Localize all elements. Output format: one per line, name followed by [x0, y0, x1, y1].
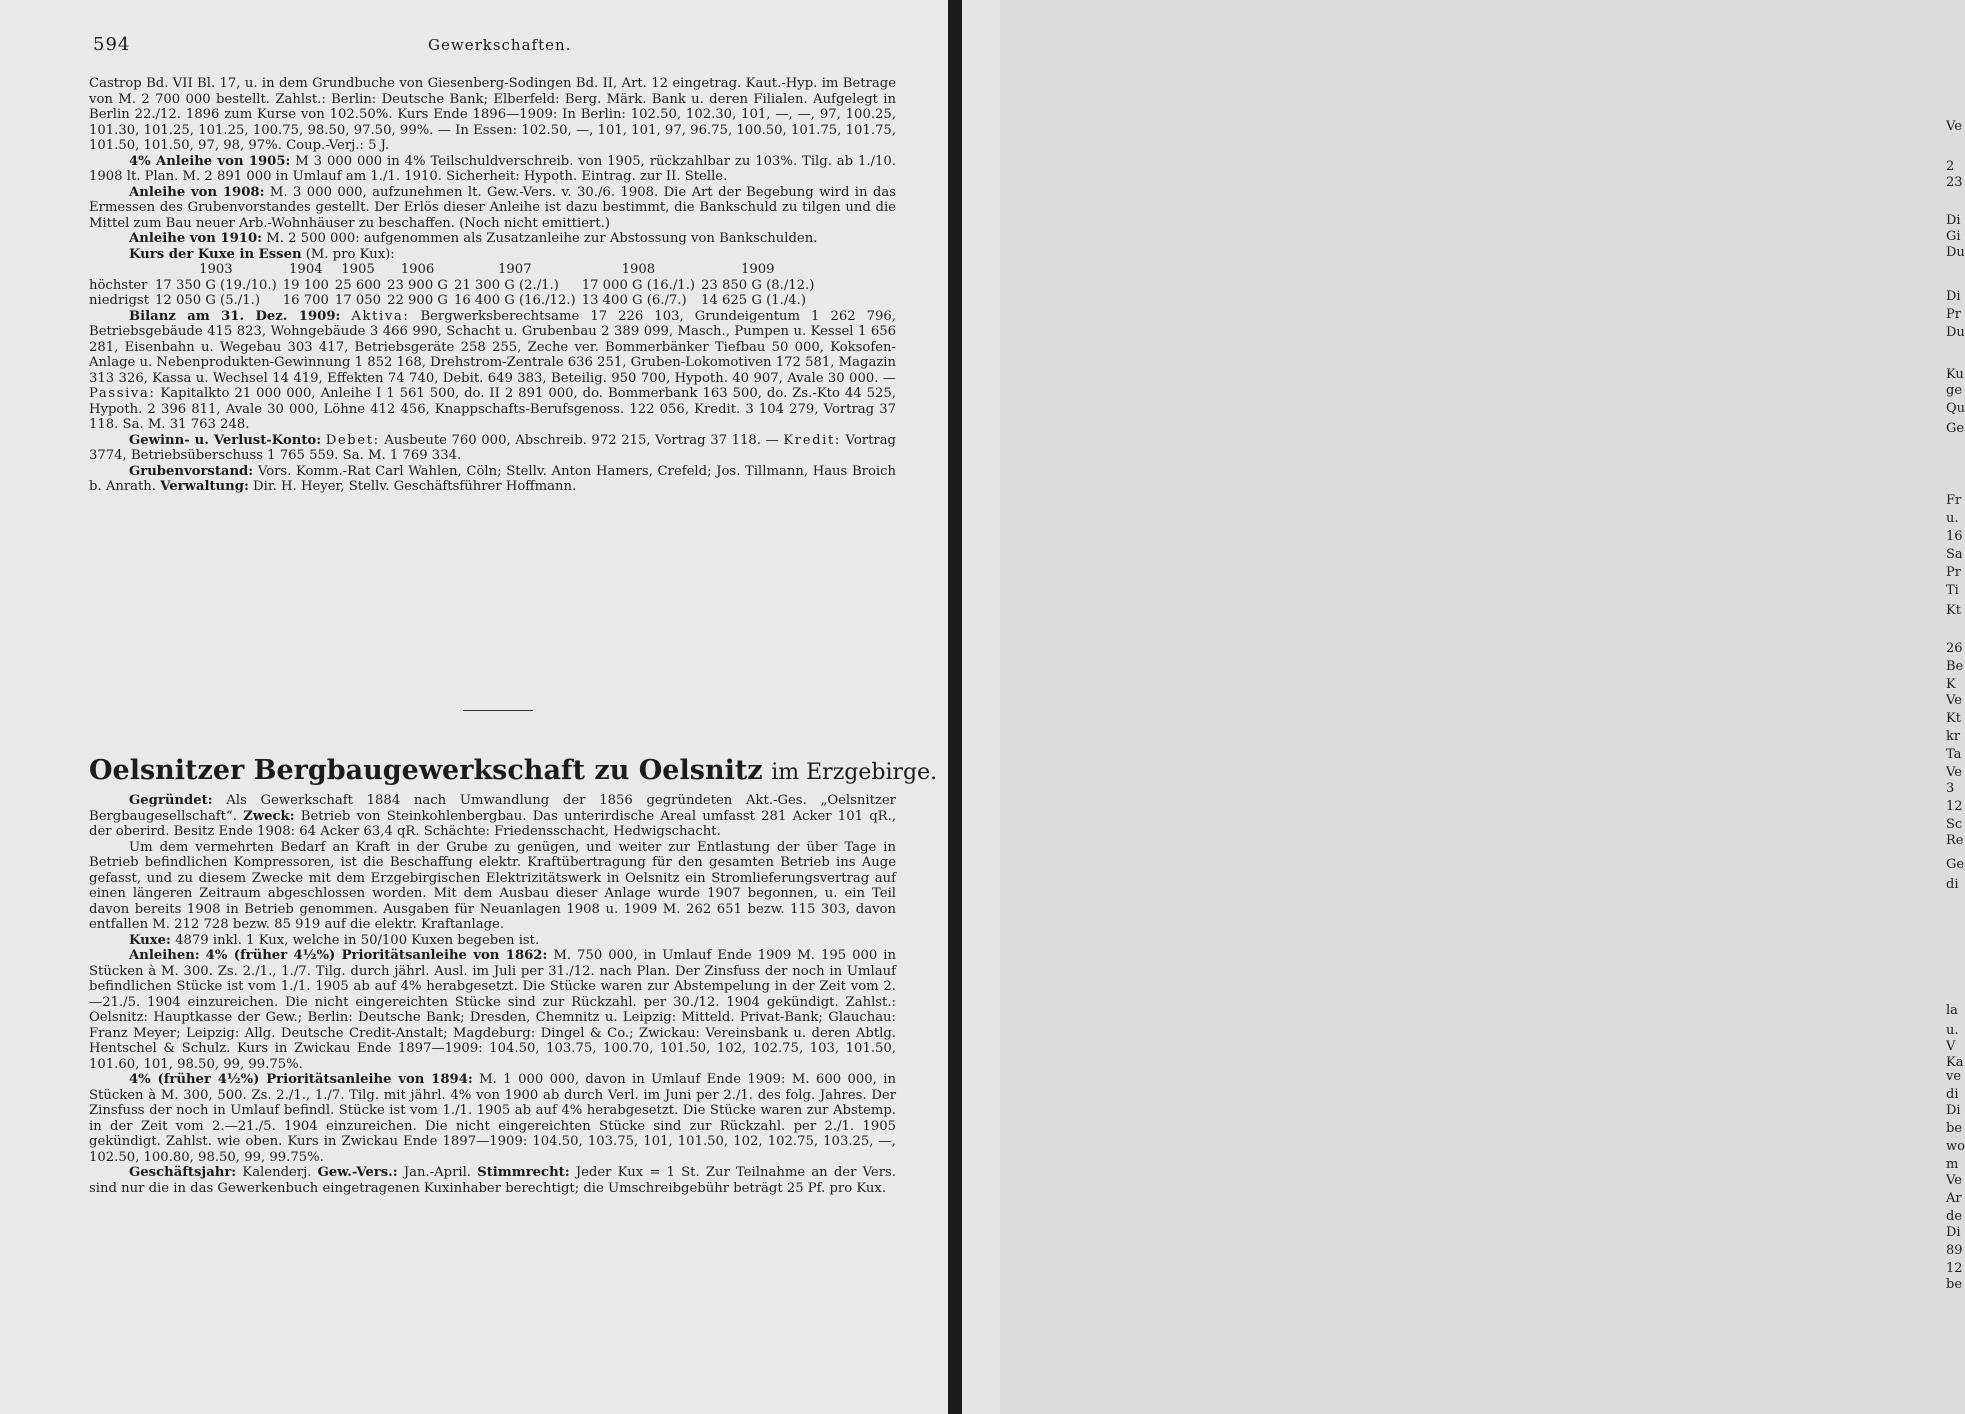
company-location: im Erzgebirge. [771, 760, 938, 785]
adjacent-page-fragment: Ku [1946, 367, 1964, 382]
adjacent-page-fragment: m [1946, 1157, 1959, 1172]
adjacent-page-fragment: Fr [1946, 493, 1962, 508]
anleihe-1908-text: M. 3 000 000, aufzunehmen lt. Gew.-Vers. v. 30./6. 1908. Die Art der Begebung wird in das Ermessen des Grubenvorstandes gestellt. Der Erlös dieser Anleihe ist dazu bestimmt, die Bankschuld zu tilgen und die Mittel zum Bau neuer Arb.-Wohnhäuser zu beschaffen. (Noch nicht emittiert.) [89, 184, 896, 231]
table-row [89, 278, 820, 294]
adjacent-page-fragment: Ar [1946, 1191, 1962, 1206]
table-row [89, 293, 820, 309]
vorstand-text: Vors. Komm.-Rat Carl Wahlen, Cöln; Stellv. Anton Hamers, Crefeld; Jos. Tillmann, Haus Broich b. Anrath. [89, 463, 897, 494]
table-cell: 23 900 G [387, 277, 448, 293]
kurs-unit: (M. pro Kux): [305, 246, 395, 262]
debet-text: Ausbeute 760 000, Abschreib. 972 215, Vortrag 37 118. — [384, 432, 779, 448]
adjacent-page-fragment: Ti [1946, 583, 1959, 598]
row-label: niedrigst [89, 293, 149, 308]
passiva-label: Passiva: [89, 386, 156, 401]
adjacent-page-fragment: Be [1946, 659, 1964, 674]
table-cell: 12 050 G (5./1.) [155, 293, 260, 308]
adjacent-page-fragment: la [1946, 1003, 1958, 1018]
bilanz-paragraph [89, 309, 896, 433]
adjacent-page-fragment: Ve [1946, 1173, 1962, 1188]
zweck-label: Zweck: [243, 808, 295, 824]
geschaeftsjahr-paragraph [89, 1165, 896, 1196]
page-header [0, 34, 948, 58]
adjacent-page-fragment: Re [1946, 833, 1964, 848]
adjacent-page-fragment: wo [1946, 1139, 1965, 1154]
anleihe-1862-paragraph [89, 948, 896, 1072]
kurs-history-paragraph: Castrop Bd. VII Bl. 17, u. in dem Grundbuche von Giesenberg-Sodingen Bd. II, Art. 12 eingetrag. Kaut.-Hyp. im Betrage von M. 2 700 000 bestellt. Zahlst.: Berlin: Deutsche Bank; Elberfeld: Berg. Märk. Bank u. deren Filialen. Aufgelegt in Berlin 22./12. 1896 zum Kurse von 102.50%. Kurs Ende 1896—1909: In Berlin: 102.50, 102.30, 101, —, —, 97, 100.25, 101.30, 101.25, 101.25, 100.75, 98.50, 97.50, 99%. — In Essen: 102.50, —, 101, 101, 97, 96.75, 100.50, 101.75, 101.75, 101.50, 101.50, 97, 98, 97%. Coup.-Verj.: 5 J. [89, 76, 896, 153]
table-cell: 25 600 [334, 277, 382, 293]
year-cell: 1903 [199, 262, 233, 277]
adjacent-page-fragment: be [1946, 1121, 1963, 1136]
adjacent-page-fragment: Ve [1946, 765, 1962, 780]
table-cell: 14 625 G (1./4.) [701, 293, 807, 308]
gewinn-paragraph [89, 433, 896, 464]
anleihe-1894-paragraph [89, 1072, 896, 1165]
anleihe-1862-text: M. 750 000, in Umlauf Ende 1909 M. 195 000 in Stücken à M. 300. Zs. 2./1., 1./7. Tilg. durch jährl. Ausl. im Juli per 31./12. nach Plan. Der Zinsfuss der noch in Umlauf befindlichen Stücke ist vom 1./1. 1905 ab auf 4% herabgesetzt. Die Stücke waren zur Abstempelung in der Zeit vom 2.—21./5. 1904 einzureichen. Die nicht eingereichten Stücke sind zur Rückzahl. per 30./12. 1904 gekündigt. Zahlst.: Oelsnitz: Hauptkasse der Gew.; Berlin: Deutsche Bank; Dresden, Chemnitz u. Leipzig: Mitteld. Privat-Bank; Glauchau: Franz Meyer; Leipzig: Allg. Deutsche Credit-Anstalt; Magdeburg: Dingel & Co.; Zwickau: Vereinsbank u. deren Abtlg. Hentschel & Schulz. Kurs in Zwickau Ende 1897—1909: 104.50, 103.75, 100.70, 101.50, 102, 102.75, 103, 101.50, 101.60, 101, 98.50, 99, 99.75%. [89, 948, 896, 1072]
anleihe-1908-paragraph [89, 185, 896, 232]
anleihe-1862-head: 4% (früher 4½%) Prioritätsanleihe von 1862: [205, 948, 548, 963]
adjacent-page-fragment: Du [1946, 245, 1965, 260]
anleihe-1910-paragraph [89, 231, 896, 247]
adjacent-page-fragment: 2 [1946, 159, 1955, 174]
year-cell: 1906 [400, 262, 435, 277]
anleihe-1894-text: M. 1 000 000, davon in Umlauf Ende 1909: M. 600 000, in Stücken à M. 300, 500. Zs. 2./1., 1./7. Tilg. mit jährl. 4% von 1900 ab durch Verl. im Juni per 2./1. des folg. Jahres. Der Zinsfuss der noch in Umlauf befindl. Stücke ist vom 1./1. 1905 ab auf 4% herabgesetzt. Die Stücke waren zur Abstemp. in der Zeit vom 2.—21./5. 1904 einzureichen. Die nicht eingereichten Stücke sind zur Rückzahl. per 2./1. 1905 gekündigt. Zahlst. wie oben. Kurs in Zwickau Ende 1897—1909: 104.50, 103.75, 101, 101.50, 102, 102.75, 103.25, —, 102.50, 100.80, 98.50, 99, 99.75%. [89, 1072, 896, 1165]
gegruendet-paragraph [89, 793, 896, 840]
kuxe-label: Kuxe: [129, 932, 171, 948]
adjacent-page-fragment: Kt [1946, 711, 1961, 726]
year-cell: 1909 [740, 262, 775, 277]
verwaltung-label: Verwaltung: [160, 479, 249, 494]
adjacent-page-fragment: Sa [1946, 547, 1963, 562]
stimmrecht-label: Stimmrecht: [477, 1165, 570, 1180]
zweck-text: Betrieb von Steinkohlenbergbau. Das unterirdische Areal umfasst 281 Acker 101 qR., der oberird. Besitz Ende 1908: 64 Acker 63,4 qR. Schächte: Friedensschacht, Hedwigschacht. [89, 808, 896, 839]
debet-label: Debet: [325, 432, 380, 448]
vorstand-label: Grubenvorstand: [129, 463, 254, 479]
adjacent-page-fragment: 23 [1946, 175, 1963, 190]
kurs-table-header [89, 262, 820, 278]
anleihen-label: Anleihen: [129, 948, 200, 963]
adjacent-page-fragment: K [1946, 677, 1956, 692]
table-cell: 23 850 G (8./12.) [701, 277, 815, 293]
kraft-paragraph: Um dem vermehrten Bedarf an Kraft in der Grube zu genügen, und weiter zur Entlastung der über Tage in Betrieb befindlichen Kompressoren, ist die Beschaffung elektr. Kraftübertragung für den gesamten Betrieb ins Auge gefasst, und zu diesem Zwecke mit dem Erzgebirgischen Elektrizitätswerk in Oelsnitz ein Stromlieferungsvertrag auf einen längeren Zeitraum abgeschlossen worden. Mit dem Ausbau dieser Anlage wurde 1907 begonnen, u. ein Teil davon bereits 1908 in Betrieb genommen. Ausgaben für Neuanlagen 1908 u. 1909 M. 262 651 bezw. 115 303, davon entfallen M. 212 728 bezw. 85 919 auf die elektr. Kraftanlage. [89, 839, 896, 932]
kredit-label: Kredit: [783, 432, 841, 448]
table-cell: 19 100 [282, 277, 329, 293]
kredit-text: Vortrag 3774, Betriebsüberschuss 1 765 559. Sa. M. 1 769 334. [89, 432, 896, 463]
adjacent-page-fragment: 89 [1946, 1243, 1963, 1258]
table-cell: 13 400 G (6./7.) [581, 293, 687, 308]
top-entry-text [89, 76, 896, 495]
adjacent-page-fragment: be [1946, 1277, 1963, 1292]
document-page [0, 0, 948, 1414]
adjacent-page-fragment: Kt [1946, 603, 1961, 618]
adjacent-page-fragment: Qu [1946, 401, 1965, 416]
adjacent-page-fragment: Ta [1946, 747, 1962, 762]
adjacent-page-fragment: u. [1946, 511, 1959, 526]
page-gutter [948, 0, 962, 1414]
year-cell: 1905 [341, 262, 375, 277]
adjacent-page-edge [962, 0, 1965, 1414]
row-label: höchster [89, 277, 148, 293]
adjacent-page-fragment: u. [1946, 1023, 1959, 1038]
adjacent-page-fragment: 3 [1946, 781, 1955, 796]
gegruendet-text: Als Gewerkschaft 1884 nach Umwandlung der 1856 gegründeten Akt.-Ges. „Oelsnitzer Bergbaugesellschaft“. [89, 793, 896, 824]
anleihe-1910-text: M. 2 500 000: aufgenommen als Zusatzanleihe zur Abstossung von Bankschulden. [266, 231, 818, 246]
gv-text: Jan.-April. [403, 1165, 471, 1180]
aktiva-label: Aktiva: [351, 308, 410, 324]
anleihe-1894-head: 4% (früher 4½%) Prioritätsanleihe von 1894: [129, 1072, 473, 1087]
kurs-header-blank [89, 262, 155, 278]
year-cell: 1904 [289, 262, 323, 277]
kuxe-text: 4879 inkl. 1 Kux, welche in 50/100 Kuxen begeben ist. [175, 932, 540, 948]
vorstand-paragraph [89, 464, 896, 495]
adjacent-page-fragment: Di [1946, 213, 1961, 228]
adjacent-page-fragment: Ge [1946, 421, 1965, 436]
company-title: Oelsnitzer Bergbaugewerkschaft zu Oelsnitz [89, 755, 763, 786]
adjacent-page-fragment: kr [1946, 729, 1961, 744]
year-cell: 1907 [498, 262, 532, 277]
anleihe-1905-paragraph [89, 154, 896, 185]
bilanz-label: Bilanz am 31. Dez. 1909: [129, 308, 341, 324]
kurs-table [89, 262, 820, 309]
section-title [89, 754, 938, 790]
adjacent-page-fragment: di [1946, 877, 1959, 892]
adjacent-page-fragment: 12 [1946, 799, 1963, 814]
divider [463, 710, 533, 711]
kurs-heading [89, 247, 896, 263]
gj-text: Kalenderj. [242, 1165, 312, 1180]
adjacent-page-fragment: Ve [1946, 119, 1962, 134]
adjacent-page-fragment: Ge [1946, 857, 1965, 872]
aktiva-text: Bergwerksberechtsame 17 226 103, Grundeigentum 1 262 796, Betriebsgebäude 415 823, Wohngebäude 3 466 990, Schacht u. Grubenbau 2 389 099, Masch., Pumpen u. Kessel 1 656 281, Eisenbahn u. Wegebau 303 417, Betriebsgeräte 258 255, Zeche ver. Bommerbänker Tiefbau 50 000, Koksofen-Anlage u. Nebenprodukten-Gewinnung 1 852 168, Drehstrom-Zentrale 636 251, Gruben-Lokomotiven 172 581, Magazin 313 326, Kassa u. Wechsel 14 419, Effekten 74 740, Debit. 649 383, Beteilig. 950 700, Hypoth. 40 907, Avale 30 000. — [89, 308, 896, 386]
running-title: Gewerkschaften. [428, 36, 572, 54]
adjacent-page-fragment: Di [1946, 289, 1961, 304]
table-cell: 16 700 [282, 293, 329, 308]
table-cell: 17 000 G (16./1.) [581, 277, 696, 293]
adjacent-page-fragment: de [1946, 1209, 1963, 1224]
gegruendet-label: Gegründet: [129, 793, 213, 808]
year-cell: 1908 [621, 262, 656, 277]
kurs-label: Kurs der Kuxe in Essen [129, 246, 302, 262]
anleihe-1905-label: 4% Anleihe von 1905: [129, 153, 291, 169]
section-body [89, 793, 896, 1196]
stimmrecht-text: Jeder Kux = 1 St. Zur Teilnahme an der Vers. sind nur die in das Gewerkenbuch eingetragenen Kuxinhaber berechtigt; die Umschreibgebühr beträgt 25 Pf. pro Kux. [89, 1165, 896, 1196]
table-cell: 17 350 G (19./10.) [155, 277, 277, 293]
adjacent-page-fragment: Di [1946, 1103, 1961, 1118]
gv-label: Gew.-Vers.: [317, 1165, 398, 1180]
adjacent-page-fragment: Gi [1946, 229, 1961, 244]
table-cell: 21 300 G (2./1.) [453, 277, 559, 293]
table-cell: 22 900 G [387, 293, 448, 308]
adjacent-page-fragment: 26 [1946, 641, 1963, 656]
adjacent-page-fragment: 12 [1946, 1261, 1963, 1276]
verwaltung-text: Dir. H. Heyer, Stellv. Geschäftsführer Hoffmann. [253, 479, 577, 494]
adjacent-page-fragment: ge [1946, 383, 1963, 398]
anleihe-1908-label: Anleihe von 1908: [129, 184, 265, 200]
adjacent-page-fragment: Pr [1946, 307, 1961, 322]
adjacent-page-fragment: Pr [1946, 565, 1961, 580]
table-cell: 16 400 G (16./12.) [453, 293, 576, 308]
adjacent-page-fragment: V [1946, 1039, 1956, 1054]
adjacent-page-fragment: ve [1946, 1069, 1962, 1084]
adjacent-page-fragment: 16 [1946, 529, 1963, 544]
kuxe-paragraph [89, 933, 896, 949]
gj-label: Geschäftsjahr: [129, 1165, 237, 1180]
adjacent-page-fragment: di [1946, 1087, 1959, 1102]
table-cell: 17 050 [334, 293, 382, 308]
adjacent-page-fragment: Ve [1946, 693, 1962, 708]
anleihe-1910-label: Anleihe von 1910: [129, 231, 263, 246]
passiva-text: Kapitalkto 21 000 000, Anleihe I 1 561 500, do. II 2 891 000, do. Bommerbank 163 500, do. Zs.-Kto 44 525, Hypoth. 2 396 811, Avale 30 000, Löhne 412 456, Knappschafts-Berufsgenoss. 122 056, Kredit. 3 104 279, Vortrag 37 118. Sa. M. 31 763 248. [89, 386, 896, 432]
adjacent-page-fragment: Ka [1946, 1055, 1964, 1070]
gewinn-label: Gewinn- u. Verlust-Konto: [129, 432, 322, 448]
adjacent-page-fragment: Sc [1946, 817, 1963, 832]
adjacent-page-fragment: Du [1946, 325, 1965, 340]
anleihe-1905-text: M 3 000 000 in 4% Teilschuldverschreib. von 1905, rückzahlbar zu 103%. Tilg. ab 1./10. 1908 lt. Plan. M. 2 891 000 in Umlauf am 1./1. 1910. Sicherheit: Hypoth. Eintrag. zur II. Stelle. [89, 153, 896, 184]
page-number: 594 [93, 34, 131, 55]
adjacent-page-fragment: Di [1946, 1225, 1961, 1240]
